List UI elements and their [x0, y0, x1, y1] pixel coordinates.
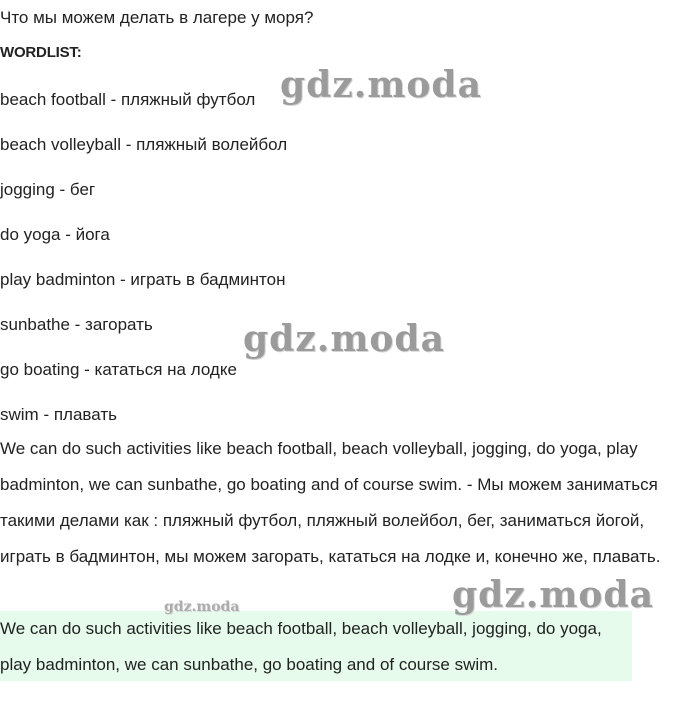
wordlist-item: beach football - пляжный футбол [0, 90, 256, 109]
question-heading: Что мы можем делать в лагере у моря? [0, 8, 314, 27]
wordlist-item: swim - плавать [0, 405, 117, 424]
watermark-logo: gdz.moda [280, 64, 482, 106]
highlighted-answer-block [0, 611, 632, 681]
answer-paragraph: We can do such activities like beach football, beach volleyball, jogging, do yoga, play badminton, we can sunbathe, go boating and of course swim. - Мы можем заниматься такими делами как : пляжный футбол, пляжный волейбол, бег, заниматься йогой, играть в бадминтон, мы можем загорать, кататься на лодке и, конечно же, плавать. [0, 439, 661, 566]
wordlist [0, 88, 287, 448]
wordlist-item: go boating - кататься на лодке [0, 360, 237, 379]
watermark-logo: gdz.moda [452, 574, 654, 616]
highlighted-answer-text: We can do such activities like beach football, beach volleyball, jogging, do yoga, play badminton, we can sunbathe, go boating and of course swim. [0, 619, 602, 674]
wordlist-item: do yoga - йога [0, 225, 110, 244]
wordlist-item: sunbathe - загорать [0, 315, 153, 334]
wordlist-item: play badminton - играть в бадминтон [0, 270, 286, 289]
watermark-logo-small: gdz.moda [164, 599, 240, 615]
wordlist-item: jogging - бег [0, 180, 96, 199]
wordlist-item: beach volleyball - пляжный волейбол [0, 135, 288, 154]
wordlist-label: WORDLIST: [0, 44, 82, 61]
watermark-logo: gdz.moda [243, 318, 445, 360]
